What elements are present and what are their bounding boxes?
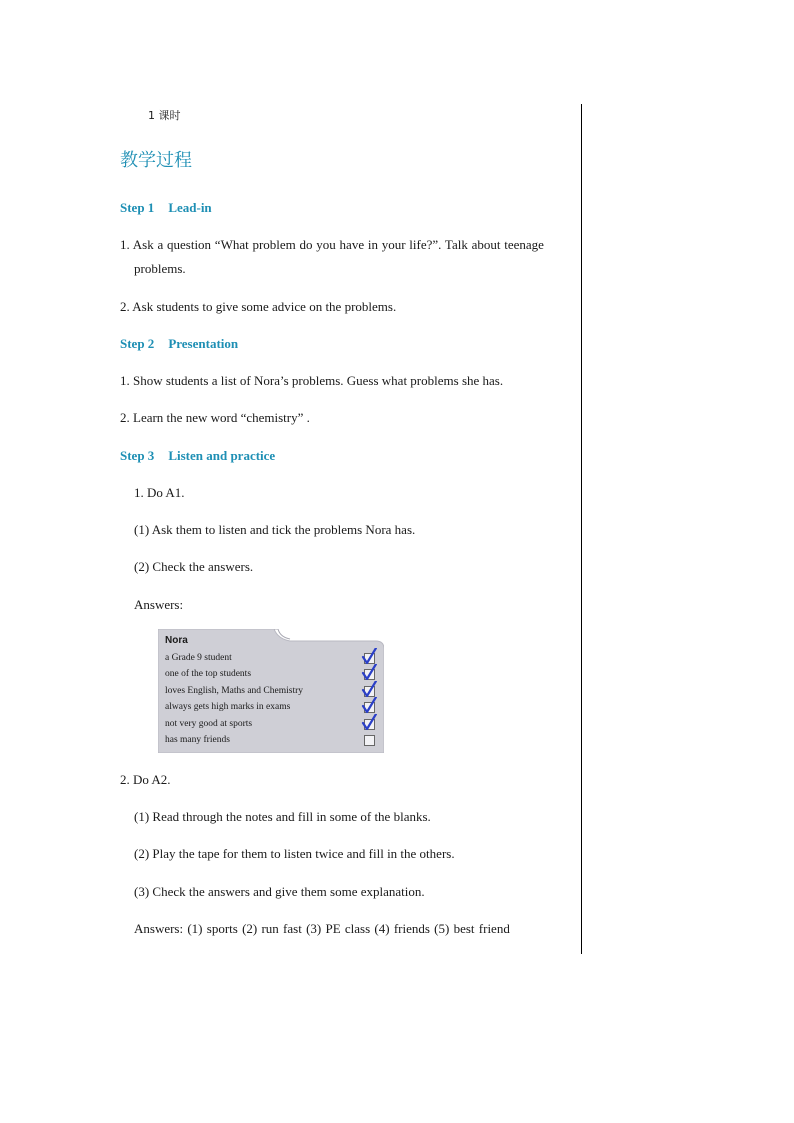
step2-item1: 1. Show students a list of Nora’s problems. Guess what problems she has. (120, 373, 504, 388)
step3-a1: 1. Do A1. (134, 485, 185, 500)
step3-a1-sub1: (1) Ask them to listen and tick the problems Nora has. (134, 522, 416, 537)
step1-item1-line1: 1. Ask a question “What problem do you have in your life?”. Talk about teenage (120, 237, 544, 252)
step3-a2-sub1: (1) Read through the notes and fill in some of the blanks. (134, 809, 431, 824)
step2-title: Presentation (168, 336, 239, 351)
card-item-text: one of the top students (165, 669, 252, 680)
step3-a2-sub2: (2) Play the tape for them to listen twice and fill in the others. (134, 846, 455, 861)
card-title: Nora (165, 635, 188, 646)
step3-a2-sub3: (3) Check the answers and give them some explanation. (134, 884, 425, 899)
step1-label: Step 1 (120, 200, 155, 215)
step1-title: Lead-in (168, 200, 212, 215)
checkmark-icon (361, 681, 377, 697)
section-heading: 教学过程 (120, 150, 192, 171)
step1-header (120, 200, 212, 216)
card-item-text: has many friends (165, 735, 230, 745)
step2-label: Step 2 (120, 336, 155, 351)
step3-label: Step 3 (120, 448, 155, 463)
card-item-text: not very good at sports (165, 718, 253, 729)
step2-header (120, 336, 238, 352)
step3-a1-sub2: (2) Check the answers. (134, 559, 254, 574)
column-right-border (581, 104, 582, 954)
checkbox (364, 735, 375, 746)
checkmark-icon (361, 664, 377, 680)
card-item-text: a Grade 9 student (165, 653, 232, 663)
checkmark-icon (361, 697, 377, 713)
step1-item1-line2: problems. (134, 261, 186, 276)
checkmark-icon (361, 714, 377, 730)
step3-title: Listen and practice (168, 448, 276, 463)
step3-header (120, 448, 275, 464)
card-item-text: always gets high marks in exams (165, 702, 291, 713)
step3-answers-label: Answers: (134, 597, 184, 612)
checkmark-icon (361, 648, 377, 664)
step3-a2-answers: Answers: (1) sports (2) run fast (3) PE class (4) friends (5) best friend (134, 921, 510, 936)
card-item-text: loves English, Maths and Chemistry (165, 685, 304, 696)
step2-item2: 2. Learn the new word “chemistry” . (120, 410, 310, 425)
step3-a2: 2. Do A2. (120, 772, 171, 787)
lesson-count: 1 课时 (148, 109, 181, 122)
step1-item2: 2. Ask students to give some advice on the problems. (120, 299, 397, 314)
nora-checklist-card (158, 629, 384, 753)
